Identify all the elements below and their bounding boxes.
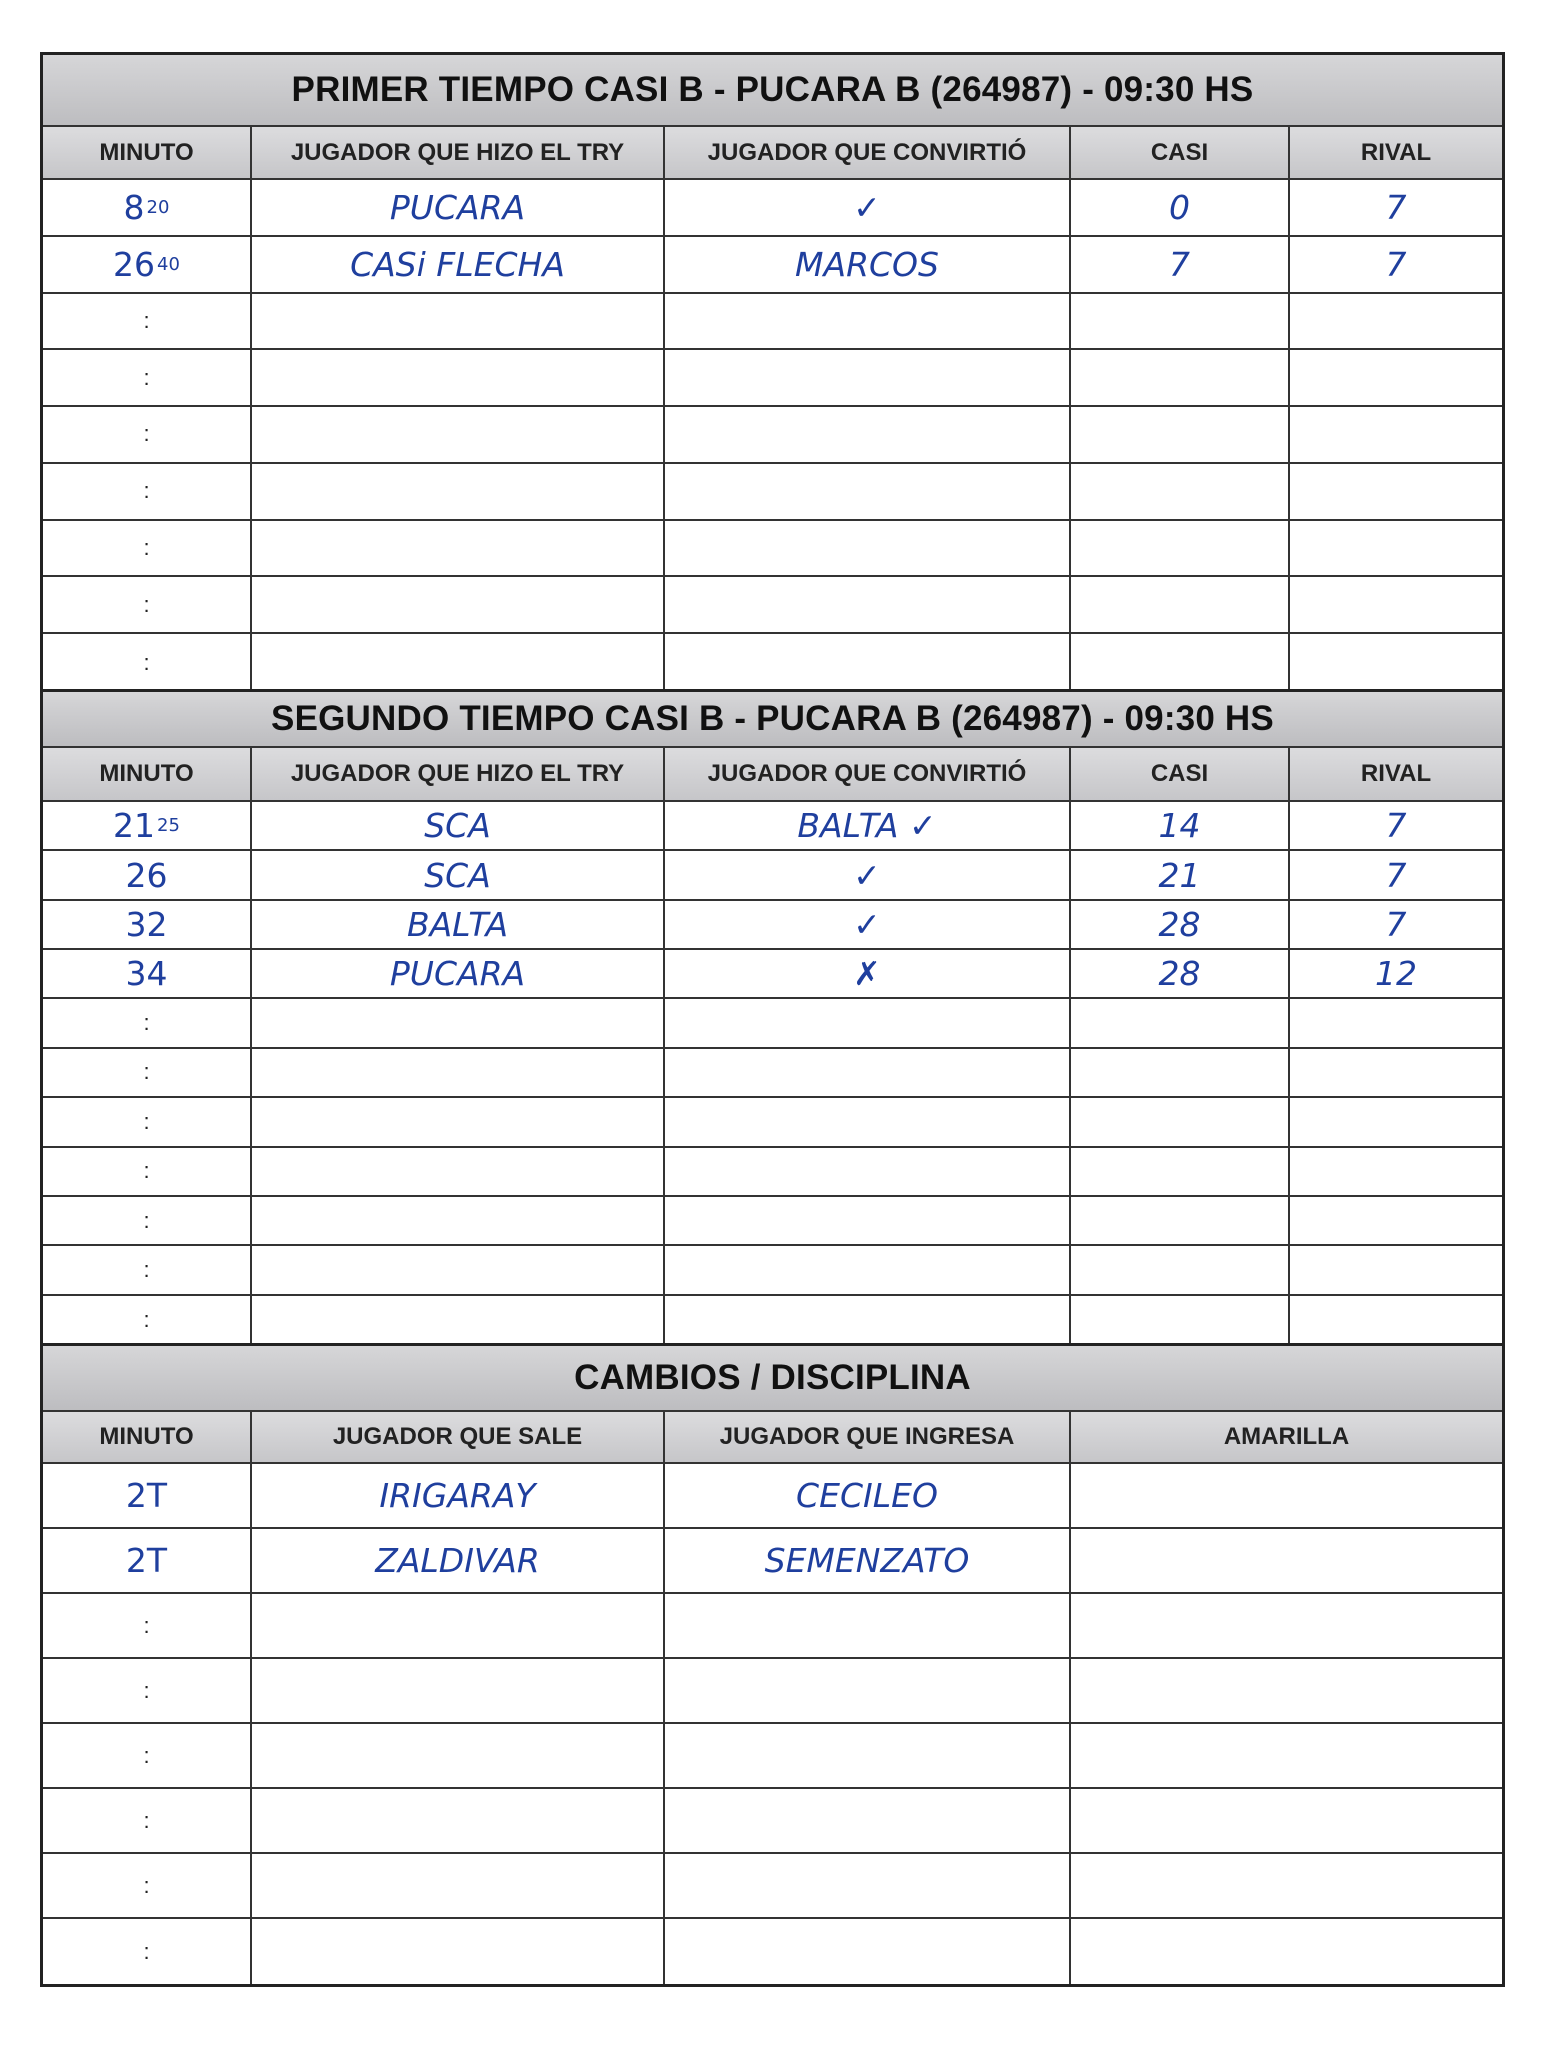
minute-cell bbox=[43, 464, 250, 519]
table-row bbox=[43, 464, 1502, 521]
table-row bbox=[43, 1659, 1502, 1724]
minute-cell-text: 26 bbox=[125, 855, 168, 895]
conversion-player-cell-text: ✓ bbox=[853, 855, 881, 895]
header-minute: MINUTO bbox=[99, 1423, 194, 1450]
rival-score-cell bbox=[1290, 464, 1502, 519]
try-player-cell bbox=[252, 237, 663, 292]
try-player-cell bbox=[252, 521, 663, 576]
casi-score-cell bbox=[1071, 1098, 1288, 1145]
minute-cell bbox=[43, 999, 250, 1046]
changes-header-row bbox=[43, 1412, 1502, 1464]
try-player-cell-text: PUCARA bbox=[389, 954, 526, 994]
minute-cell bbox=[43, 237, 250, 292]
first-half-title: PRIMER TIEMPO CASI B - PUCARA B (264987) - 09:30 HS bbox=[43, 55, 1502, 127]
second-half-title: SEGUNDO TIEMPO CASI B - PUCARA B (264987) - 09:30 HS bbox=[43, 692, 1502, 748]
minute-cell bbox=[43, 1659, 250, 1722]
conversion-player-cell bbox=[665, 407, 1069, 462]
try-player-cell-text: SCA bbox=[424, 855, 491, 895]
conversion-player-cell bbox=[665, 634, 1069, 691]
table-row bbox=[43, 407, 1502, 464]
minute-cell-text: : bbox=[143, 1307, 150, 1333]
player-in-cell bbox=[665, 1919, 1069, 1984]
header-player-in: JUGADOR QUE INGRESA bbox=[719, 1423, 1015, 1450]
yellow-card-cell bbox=[1071, 1659, 1502, 1722]
minute-cell-text: : bbox=[143, 478, 150, 504]
player-out-cell bbox=[252, 1919, 663, 1984]
table-row bbox=[43, 1296, 1502, 1345]
table-row bbox=[43, 350, 1502, 407]
try-player-cell bbox=[252, 1197, 663, 1244]
table-row bbox=[43, 1464, 1502, 1529]
minute-cell bbox=[43, 577, 250, 632]
header-rival: RIVAL bbox=[1360, 138, 1432, 166]
rival-score-cell bbox=[1290, 577, 1502, 632]
changes-title: CAMBIOS / DISCIPLINA bbox=[43, 1346, 1502, 1412]
rival-score-cell bbox=[1290, 294, 1502, 349]
table-row bbox=[43, 1789, 1502, 1854]
table-row bbox=[43, 851, 1502, 900]
second-half-section bbox=[43, 692, 1502, 1345]
try-player-cell bbox=[252, 294, 663, 349]
changes-rows bbox=[43, 1464, 1502, 1984]
player-out-cell bbox=[252, 1659, 663, 1722]
conversion-player-cell bbox=[665, 464, 1069, 519]
minute-cell-text: : bbox=[143, 1807, 150, 1833]
try-player-cell bbox=[252, 407, 663, 462]
rival-score-cell bbox=[1290, 802, 1502, 849]
minute-cell bbox=[43, 1919, 250, 1984]
divider bbox=[250, 748, 252, 1345]
yellow-card-cell bbox=[1071, 1724, 1502, 1787]
yellow-card-cell bbox=[1071, 1529, 1502, 1592]
minute-cell bbox=[43, 1296, 250, 1345]
try-player-cell bbox=[252, 950, 663, 997]
conversion-player-cell-text: ✗ bbox=[853, 954, 881, 994]
minute-cell-text: : bbox=[143, 1010, 150, 1036]
minute-cell bbox=[43, 1594, 250, 1657]
conversion-player-cell bbox=[665, 1049, 1069, 1096]
minute-cell-text: 21 bbox=[113, 806, 156, 846]
minute-cell bbox=[43, 521, 250, 576]
minute-cell-text: : bbox=[143, 649, 150, 675]
rival-score-cell-text: 7 bbox=[1385, 244, 1407, 284]
divider bbox=[1288, 127, 1290, 691]
casi-score-cell bbox=[1071, 464, 1288, 519]
minute-cell-text: 2T bbox=[125, 1476, 168, 1515]
conversion-player-cell bbox=[665, 1296, 1069, 1345]
first-half-header-row bbox=[43, 127, 1502, 180]
minute-cell bbox=[43, 180, 250, 235]
minute-cell bbox=[43, 851, 250, 898]
table-row bbox=[43, 1919, 1502, 1984]
rival-score-cell bbox=[1290, 1049, 1502, 1096]
table-row bbox=[43, 1049, 1502, 1098]
table-row bbox=[43, 901, 1502, 950]
conversion-player-cell-text: BALTA ✓ bbox=[797, 806, 937, 846]
try-player-cell bbox=[252, 802, 663, 849]
casi-score-cell bbox=[1071, 802, 1288, 849]
rival-score-cell bbox=[1290, 180, 1502, 235]
rival-score-cell bbox=[1290, 851, 1502, 898]
conversion-player-cell bbox=[665, 180, 1069, 235]
minute-cell bbox=[43, 1098, 250, 1145]
casi-score-cell-text: 14 bbox=[1158, 806, 1201, 846]
conversion-player-cell bbox=[665, 1246, 1069, 1293]
table-row bbox=[43, 1529, 1502, 1594]
try-player-cell bbox=[252, 180, 663, 235]
conversion-player-cell bbox=[665, 950, 1069, 997]
yellow-card-cell bbox=[1071, 1919, 1502, 1984]
casi-score-cell bbox=[1071, 521, 1288, 576]
table-row bbox=[43, 634, 1502, 691]
try-player-cell bbox=[252, 634, 663, 691]
minute-cell-text: : bbox=[143, 1207, 150, 1233]
yellow-card-cell bbox=[1071, 1594, 1502, 1657]
rival-score-cell-text: 7 bbox=[1385, 855, 1407, 895]
rival-score-cell bbox=[1290, 999, 1502, 1046]
casi-score-cell bbox=[1071, 350, 1288, 405]
rival-score-cell bbox=[1290, 1098, 1502, 1145]
minute-cell bbox=[43, 1724, 250, 1787]
table-row bbox=[43, 180, 1502, 237]
minute-cell-text: : bbox=[143, 1742, 150, 1768]
minute-seconds-text: 40 bbox=[157, 253, 180, 275]
table-row bbox=[43, 802, 1502, 851]
player-out-cell bbox=[252, 1789, 663, 1852]
rival-score-cell-text: 7 bbox=[1385, 904, 1407, 944]
conversion-player-cell bbox=[665, 851, 1069, 898]
player-in-cell bbox=[665, 1724, 1069, 1787]
yellow-card-cell bbox=[1071, 1854, 1502, 1917]
try-player-cell bbox=[252, 464, 663, 519]
casi-score-cell-text: 21 bbox=[1158, 855, 1201, 895]
minute-seconds-text: 20 bbox=[146, 196, 170, 218]
conversion-player-cell bbox=[665, 294, 1069, 349]
minute-cell bbox=[43, 901, 250, 948]
minute-cell-text: : bbox=[143, 1677, 150, 1703]
player-in-cell bbox=[665, 1659, 1069, 1722]
minute-cell bbox=[43, 294, 250, 349]
conversion-player-cell bbox=[665, 577, 1069, 632]
divider bbox=[663, 748, 665, 1345]
minute-cell bbox=[43, 1464, 250, 1527]
casi-score-cell bbox=[1071, 851, 1288, 898]
table-row bbox=[43, 294, 1502, 351]
minute-cell-text: 26 bbox=[113, 244, 156, 284]
rival-score-cell bbox=[1290, 521, 1502, 576]
rival-score-cell bbox=[1290, 634, 1502, 691]
conversion-player-cell bbox=[665, 1098, 1069, 1145]
minute-cell bbox=[43, 950, 250, 997]
header-try: JUGADOR QUE HIZO EL TRY bbox=[290, 138, 625, 166]
casi-score-cell bbox=[1071, 634, 1288, 691]
try-player-cell bbox=[252, 1148, 663, 1195]
try-player-cell bbox=[252, 350, 663, 405]
conversion-player-cell bbox=[665, 237, 1069, 292]
conversion-player-cell bbox=[665, 1148, 1069, 1195]
minute-cell-text: : bbox=[143, 535, 150, 561]
minute-cell-text: : bbox=[143, 1108, 150, 1134]
minute-cell-text: : bbox=[143, 591, 150, 617]
player-in-cell bbox=[665, 1529, 1069, 1592]
casi-score-cell-text: 0 bbox=[1169, 187, 1190, 227]
casi-score-cell-text: 7 bbox=[1169, 244, 1190, 284]
divider bbox=[1069, 1412, 1071, 1984]
table-row bbox=[43, 950, 1502, 999]
try-player-cell bbox=[252, 999, 663, 1046]
player-in-cell bbox=[665, 1789, 1069, 1852]
header-yellow: AMARILLA bbox=[1223, 1423, 1350, 1450]
casi-score-cell bbox=[1071, 577, 1288, 632]
divider bbox=[250, 1412, 252, 1984]
header-conversion: JUGADOR QUE CONVIRTIÓ bbox=[707, 760, 1027, 787]
yellow-card-cell bbox=[1071, 1789, 1502, 1852]
player-in-cell bbox=[665, 1854, 1069, 1917]
rival-score-cell bbox=[1290, 350, 1502, 405]
table-row bbox=[43, 237, 1502, 294]
conversion-player-cell bbox=[665, 521, 1069, 576]
second-half-header-row bbox=[43, 748, 1502, 802]
try-player-cell-text: PUCARA bbox=[389, 187, 526, 227]
casi-score-cell bbox=[1071, 950, 1288, 997]
divider bbox=[1288, 748, 1290, 1345]
table-row bbox=[43, 1098, 1502, 1147]
conversion-player-cell bbox=[665, 999, 1069, 1046]
minute-cell-text: : bbox=[143, 1256, 150, 1282]
table-row bbox=[43, 1724, 1502, 1789]
minute-cell-text: : bbox=[143, 1612, 150, 1638]
try-player-cell bbox=[252, 1049, 663, 1096]
header-conversion: JUGADOR QUE CONVIRTIÓ bbox=[707, 138, 1027, 166]
minute-cell-text: : bbox=[143, 421, 150, 447]
divider bbox=[250, 127, 252, 691]
header-casi: CASI bbox=[1150, 760, 1209, 787]
header-minute: MINUTO bbox=[99, 138, 194, 166]
first-half-rows bbox=[43, 180, 1502, 691]
player-out-cell bbox=[252, 1724, 663, 1787]
divider bbox=[1069, 748, 1071, 1345]
minute-cell-text: : bbox=[143, 307, 150, 333]
casi-score-cell bbox=[1071, 294, 1288, 349]
try-player-cell bbox=[252, 577, 663, 632]
minute-cell-text: 8 bbox=[123, 187, 145, 227]
conversion-player-cell-text: ✓ bbox=[853, 187, 881, 227]
player-in-cell bbox=[665, 1594, 1069, 1657]
header-rival: RIVAL bbox=[1360, 760, 1432, 787]
minute-seconds-text: 25 bbox=[157, 815, 180, 837]
minute-cell-text: 32 bbox=[125, 904, 168, 944]
casi-score-cell bbox=[1071, 999, 1288, 1046]
casi-score-cell bbox=[1071, 1197, 1288, 1244]
divider bbox=[663, 1412, 665, 1984]
minute-cell-text: : bbox=[143, 1872, 150, 1898]
table-row bbox=[43, 521, 1502, 578]
table-row bbox=[43, 1148, 1502, 1197]
table-row bbox=[43, 999, 1502, 1048]
table-row bbox=[43, 577, 1502, 634]
conversion-player-cell-text: ✓ bbox=[853, 904, 881, 944]
try-player-cell bbox=[252, 1296, 663, 1345]
try-player-cell-text: CASi FLECHA bbox=[350, 244, 565, 284]
second-half-rows bbox=[43, 802, 1502, 1345]
conversion-player-cell-text: MARCOS bbox=[795, 244, 939, 284]
casi-score-cell bbox=[1071, 1049, 1288, 1096]
minute-cell bbox=[43, 350, 250, 405]
rival-score-cell bbox=[1290, 237, 1502, 292]
conversion-player-cell bbox=[665, 1197, 1069, 1244]
minute-cell bbox=[43, 1789, 250, 1852]
table-row bbox=[43, 1594, 1502, 1659]
first-half-section bbox=[43, 55, 1502, 691]
minute-cell bbox=[43, 1049, 250, 1096]
casi-score-cell bbox=[1071, 901, 1288, 948]
rival-score-cell bbox=[1290, 1148, 1502, 1195]
header-minute: MINUTO bbox=[99, 760, 194, 787]
player-out-cell bbox=[252, 1464, 663, 1527]
minute-cell-text: 2T bbox=[125, 1541, 168, 1580]
header-player-out: JUGADOR QUE SALE bbox=[332, 1423, 583, 1450]
minute-cell-text: : bbox=[143, 1158, 150, 1184]
rival-score-cell-text: 7 bbox=[1385, 187, 1407, 227]
try-player-cell-text: SCA bbox=[424, 806, 491, 846]
player-out-cell bbox=[252, 1854, 663, 1917]
try-player-cell-text: BALTA bbox=[406, 904, 509, 944]
rival-score-cell bbox=[1290, 1197, 1502, 1244]
header-casi: CASI bbox=[1150, 138, 1209, 166]
player-in-cell bbox=[665, 1464, 1069, 1527]
rival-score-cell bbox=[1290, 1296, 1502, 1345]
table-row bbox=[43, 1854, 1502, 1919]
try-player-cell bbox=[252, 851, 663, 898]
try-player-cell bbox=[252, 901, 663, 948]
minute-cell bbox=[43, 802, 250, 849]
casi-score-cell-text: 28 bbox=[1158, 954, 1201, 994]
minute-cell bbox=[43, 1197, 250, 1244]
casi-score-cell-text: 28 bbox=[1158, 904, 1201, 944]
minute-cell-text: : bbox=[143, 364, 150, 390]
minute-cell bbox=[43, 407, 250, 462]
rival-score-cell bbox=[1290, 407, 1502, 462]
player-in-cell-text: CECILEO bbox=[796, 1476, 938, 1515]
divider bbox=[1069, 127, 1071, 691]
conversion-player-cell bbox=[665, 350, 1069, 405]
conversion-player-cell bbox=[665, 802, 1069, 849]
player-out-cell bbox=[252, 1594, 663, 1657]
player-out-cell-text: IRIGARAY bbox=[379, 1476, 536, 1515]
minute-cell bbox=[43, 634, 250, 691]
try-player-cell bbox=[252, 1246, 663, 1293]
changes-section bbox=[43, 1346, 1502, 1984]
casi-score-cell bbox=[1071, 180, 1288, 235]
casi-score-cell bbox=[1071, 407, 1288, 462]
minute-cell bbox=[43, 1148, 250, 1195]
player-in-cell-text: SEMENZATO bbox=[764, 1541, 970, 1580]
rival-score-cell bbox=[1290, 1246, 1502, 1293]
rival-score-cell-text: 12 bbox=[1375, 954, 1417, 994]
conversion-player-cell bbox=[665, 901, 1069, 948]
minute-cell-text: 34 bbox=[125, 954, 168, 994]
minute-cell bbox=[43, 1529, 250, 1592]
casi-score-cell bbox=[1071, 237, 1288, 292]
table-row bbox=[43, 1246, 1502, 1295]
rival-score-cell bbox=[1290, 901, 1502, 948]
player-out-cell bbox=[252, 1529, 663, 1592]
casi-score-cell bbox=[1071, 1148, 1288, 1195]
rival-score-cell bbox=[1290, 950, 1502, 997]
header-try: JUGADOR QUE HIZO EL TRY bbox=[290, 760, 625, 787]
try-player-cell bbox=[252, 1098, 663, 1145]
match-sheet bbox=[40, 52, 1505, 1987]
divider bbox=[663, 127, 665, 691]
minute-cell bbox=[43, 1246, 250, 1293]
casi-score-cell bbox=[1071, 1296, 1288, 1345]
minute-cell bbox=[43, 1854, 250, 1917]
rival-score-cell-text: 7 bbox=[1385, 806, 1407, 846]
casi-score-cell bbox=[1071, 1246, 1288, 1293]
minute-cell-text: : bbox=[143, 1059, 150, 1085]
minute-cell-text: : bbox=[143, 1938, 150, 1964]
yellow-card-cell bbox=[1071, 1464, 1502, 1527]
table-row bbox=[43, 1197, 1502, 1246]
player-out-cell-text: ZALDIVAR bbox=[375, 1541, 540, 1580]
